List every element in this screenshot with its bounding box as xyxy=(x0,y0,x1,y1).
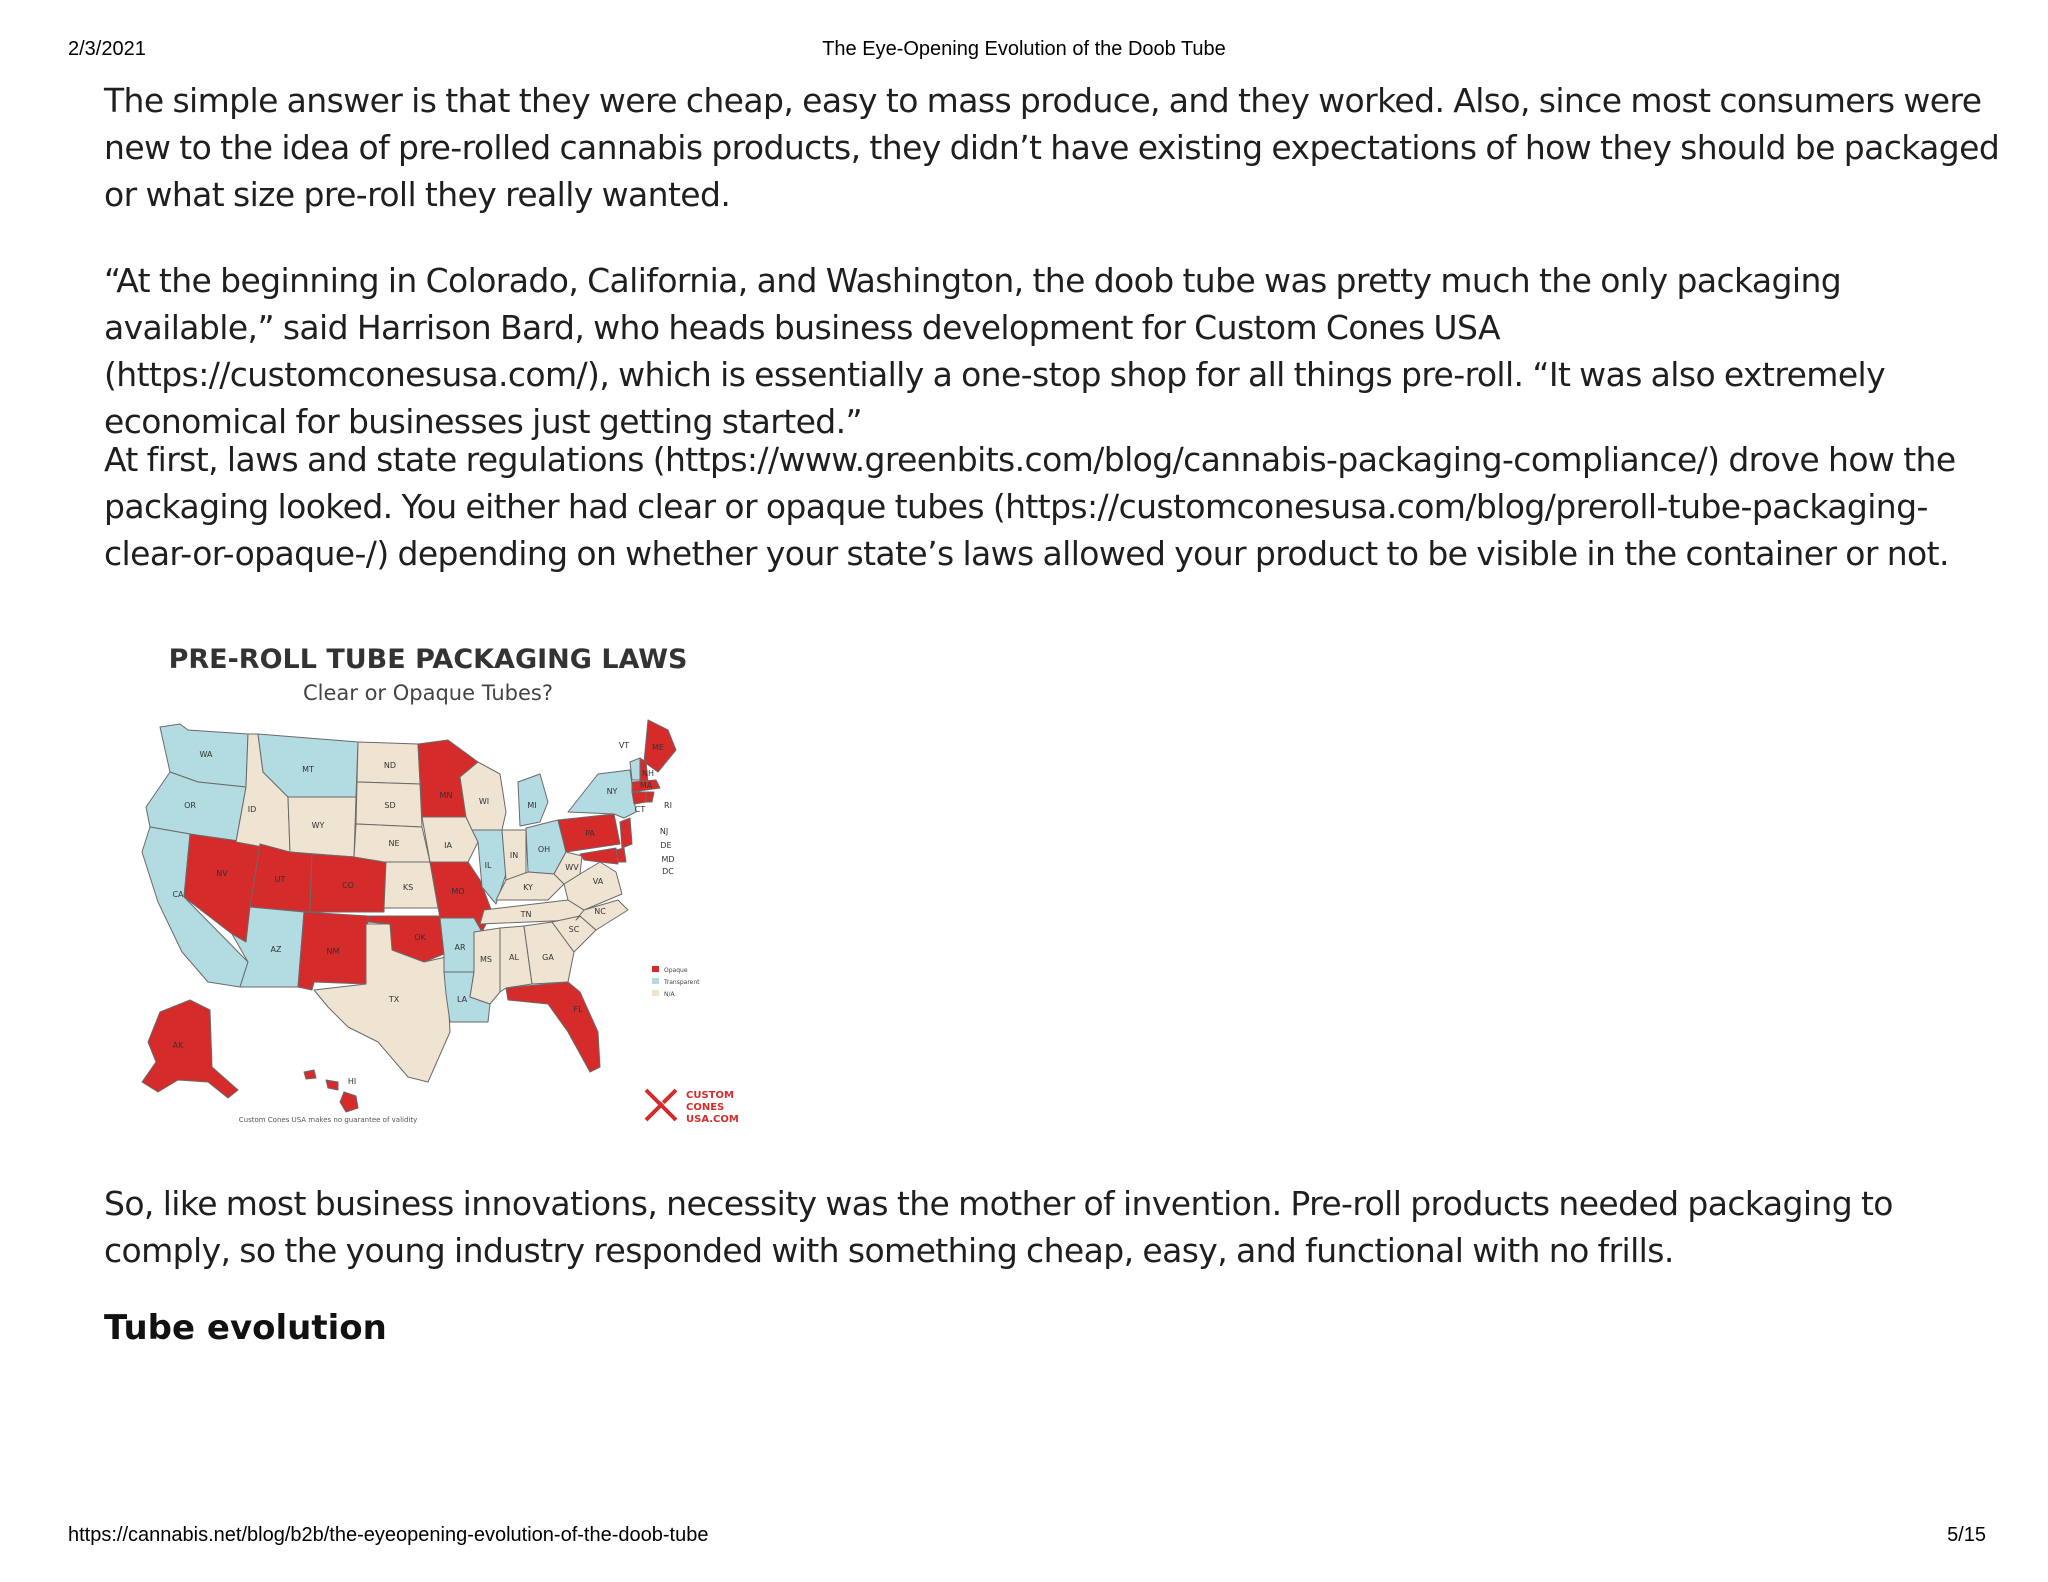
state-label: AR xyxy=(454,943,466,952)
state-label: GA xyxy=(542,953,554,962)
state-CT xyxy=(632,792,646,804)
state-label: WA xyxy=(199,750,213,759)
article-paragraph: The simple answer is that they were cheap, easy to mass produce, and they worked. Also, since most consumers were new to the idea of pre-rolled cannabis products, they didn’t have existing expectations of how they should be packaged or what size pre-roll they really wanted. xyxy=(104,81,2000,214)
state-label: TN xyxy=(520,910,532,919)
state-label: LA xyxy=(456,995,468,1004)
article-paragraph: So, like most business innovations, necessity was the mother of invention. Pre-roll products needed packaging to comply, so the young industry responded with something cheap, easy, and functional with no frills. xyxy=(104,1184,1893,1270)
logo-line: USA.COM xyxy=(686,1114,739,1125)
state-label: MN xyxy=(439,791,453,800)
state-label: NH xyxy=(642,769,654,778)
state-label: NY xyxy=(606,787,618,796)
state-RI xyxy=(646,792,654,802)
state-label: MT xyxy=(302,765,314,774)
state-label: CO xyxy=(342,881,354,890)
state-label: OR xyxy=(184,801,196,810)
article-paragraph: “At the beginning in Colorado, California, and Washington, the doob tube was pretty much the only packaging available,” said Harrison Bard, who heads business development for Custom Cones USA (https://customconesusa.com/), which is essentially a one-stop shop for all things pre-roll. “It was also extremely economical for businesses just getting started.” xyxy=(104,261,1886,441)
state-label: NJ xyxy=(659,827,669,836)
legend-label: N/A xyxy=(664,991,675,998)
state-label: SD xyxy=(384,801,396,810)
packaging-laws-map-image xyxy=(128,612,748,1132)
state-label: IL xyxy=(484,861,492,870)
print-url: https://cannabis.net/blog/b2b/the-eyeopening-evolution-of-the-doob-tube xyxy=(68,1524,709,1546)
map-svg xyxy=(128,612,748,1132)
state-label: ME xyxy=(652,743,664,752)
section-heading: Tube evolution xyxy=(104,1308,387,1348)
map-title: PRE-ROLL TUBE PACKAGING LAWS xyxy=(168,644,688,675)
state-label: NE xyxy=(388,839,400,848)
state-label: WV xyxy=(565,863,579,872)
state-label: PA xyxy=(585,829,595,838)
state-label: CT xyxy=(634,805,646,814)
state-label: WI xyxy=(478,797,490,806)
state-VT xyxy=(630,758,640,780)
state-label: DC xyxy=(662,867,674,876)
state-label: AK xyxy=(172,1041,184,1050)
state-label: IA xyxy=(444,841,452,850)
state-label: WY xyxy=(311,821,325,830)
article-paragraph: At first, laws and state regulations (https://www.greenbits.com/blog/cannabis-packaging-compliance/) drove how the packaging looked. You either had clear or opaque tubes (https://customconesusa.com/blog/preroll-tube-packaging-clear-or-opaque-/) depending on whether your state’s laws allowed your product to be visible in the container or not. xyxy=(104,440,1956,573)
state-label: VA xyxy=(592,877,604,886)
state-label: NM xyxy=(326,947,340,956)
state-label: DE xyxy=(660,841,672,850)
state-label: OK xyxy=(414,933,426,942)
state-MS xyxy=(470,928,500,1004)
logo-line: CUSTOM xyxy=(686,1090,734,1101)
legend-label: Transparent xyxy=(664,979,700,986)
state-label: AZ xyxy=(270,945,282,954)
state-label: NV xyxy=(216,869,228,878)
state-label: UT xyxy=(274,875,286,884)
state-label: ND xyxy=(383,761,397,770)
state-label: HI xyxy=(347,1077,357,1086)
map-disclaimer: Custom Cones USA makes no guarantee of validity xyxy=(238,1116,418,1124)
state-label: MA xyxy=(639,781,653,790)
state-label: RI xyxy=(664,801,672,810)
state-label: ID xyxy=(247,805,257,814)
print-title: The Eye-Opening Evolution of the Doob Tube xyxy=(822,38,1226,60)
state-label: MS xyxy=(480,955,492,964)
legend-label: Opaque xyxy=(664,967,688,974)
state-label: KS xyxy=(402,883,414,892)
state-label: VT xyxy=(618,741,630,750)
state-label: KY xyxy=(523,883,533,892)
state-label: CA xyxy=(172,890,184,899)
state-label: TX xyxy=(388,995,400,1004)
state-label: MD xyxy=(661,855,675,864)
state-label: MI xyxy=(527,801,537,810)
logo-line: CONES xyxy=(686,1102,725,1113)
state-NJ xyxy=(620,818,632,848)
state-label: IN xyxy=(509,851,519,860)
state-label: OH xyxy=(537,845,551,854)
print-date: 2/3/2021 xyxy=(68,38,146,60)
state-label: AL xyxy=(509,953,519,962)
state-label: MO xyxy=(451,887,465,896)
state-label: SC xyxy=(568,925,580,934)
map-subtitle: Clear or Opaque Tubes? xyxy=(302,681,554,705)
state-label: NC xyxy=(594,907,606,916)
page-number: 5/15 xyxy=(1947,1524,1986,1546)
state-label: FL xyxy=(573,1005,583,1014)
